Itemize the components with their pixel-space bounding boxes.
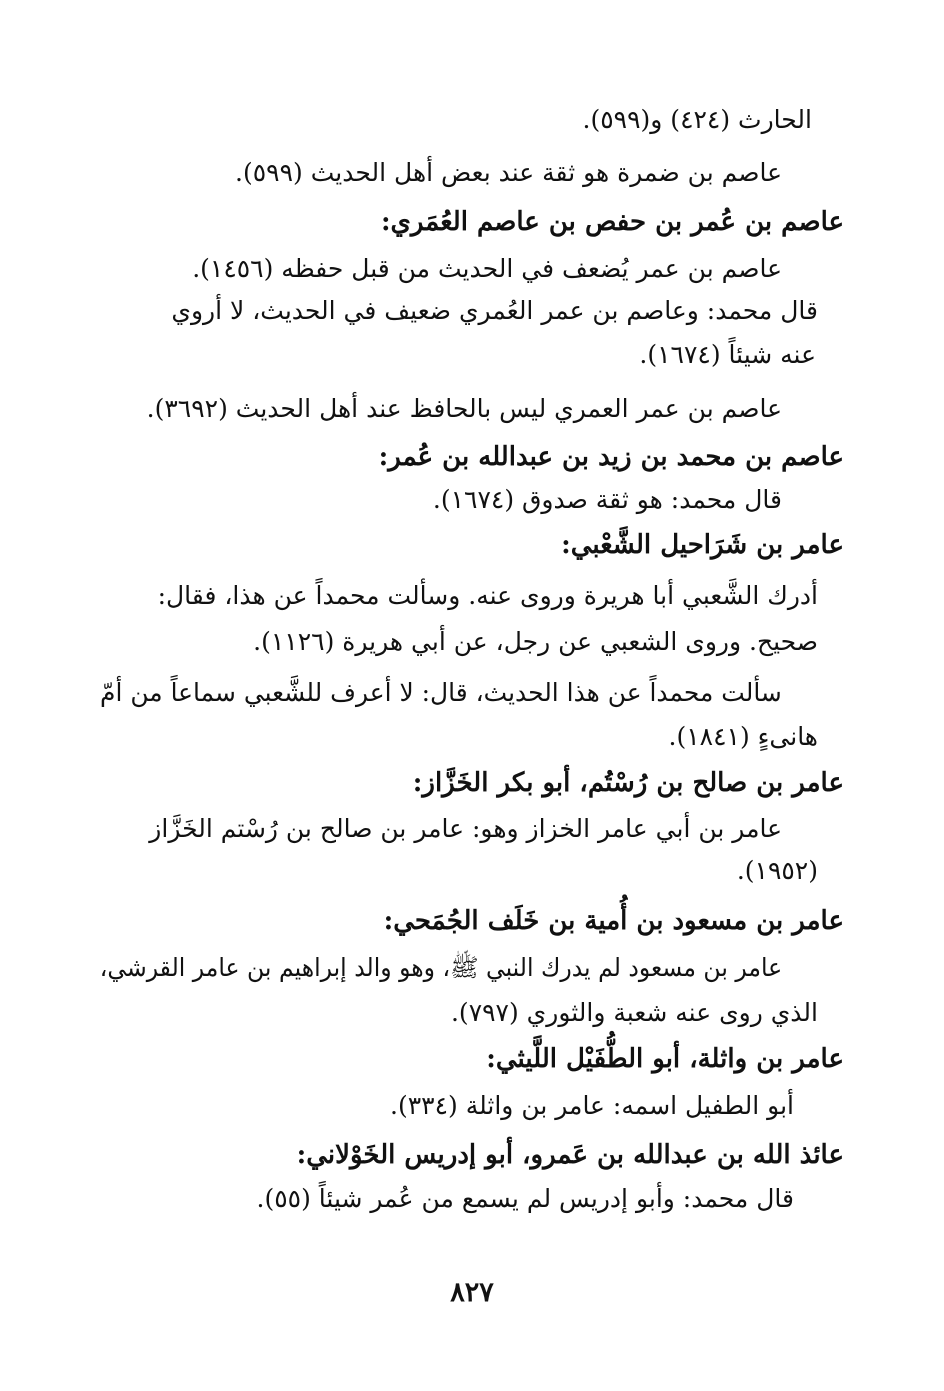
text-line: الحارث (٤٢٤) و(٥٩٩). <box>582 105 812 134</box>
text-line: عامر بن أبي عامر الخزاز وهو: عامر بن صالح بن رُسْتم الخَزَّاز <box>149 814 782 843</box>
text-line: أدرك الشَّعبي أبا هريرة وروى عنه. وسألت محمداً عن هذا، فقال: <box>157 581 818 610</box>
entry-heading: عامر بن شَرَاحيل الشَّعْبي: <box>561 530 844 560</box>
text-line: صحيح. وروى الشعبي عن رجل، عن أبي هريرة (١١٢٦). <box>253 627 818 656</box>
justified-line <box>126 294 818 328</box>
text-line: سألت محمداً عن هذا الحديث، قال: لا أعرف للشَّعبي سماعاً من أمّ <box>100 678 782 707</box>
text-line: عاصم بن عمر العمري ليس بالحافظ عند أهل الحديث (٣٦٩٢). <box>146 394 782 423</box>
text-line: عنه شيئاً (١٦٧٤). <box>639 340 816 369</box>
text-line: قال محمد: هو ثقة صدوق (١٦٧٤). <box>432 485 782 514</box>
entry-heading: عامر بن واثلة، أبو الطُّفَيْل اللَّيثي: <box>486 1044 844 1074</box>
text-line <box>126 294 818 328</box>
entry-heading: عامر بن صالح بن رُسْتُم، أبو بكر الخَزَّاز: <box>412 768 844 798</box>
entry-heading: عاصم بن محمد بن زيد بن عبدالله بن عُمر: <box>378 442 844 472</box>
text-line: عاصم بن ضمرة هو ثقة عند بعض أهل الحديث (٥٩٩). <box>235 158 782 187</box>
page-number: ٨٢٧ <box>450 1277 494 1308</box>
text-line: عاصم بن عمر يُضعف في الحديث من قبل حفظه (١٤٥٦). <box>192 254 782 283</box>
text-line-content: قال محمد: وعاصم بن عمر العُمري ضعيف في الحديث، لا أروي <box>171 296 818 325</box>
text-line: قال محمد: وأبو إدريس لم يسمع من عُمر شيئاً (٥٥). <box>256 1184 794 1213</box>
entry-heading: عامر بن مسعود بن أُمية بن خَلَف الجُمَحي: <box>383 906 844 936</box>
text-line: الذي روى عنه شعبة والثوري (٧٩٧). <box>450 998 818 1027</box>
text-line: هانىءٍ (١٨٤١). <box>668 722 818 751</box>
text-line: (١٩٥٢). <box>736 856 818 885</box>
entry-heading: عائذ الله بن عبدالله بن عَمرو، أبو إدريس الخَوْلاني: <box>296 1140 844 1170</box>
text-line: عامر بن مسعود لم يدرك النبي ﷺ، وهو والد إبراهيم بن عامر القرشي، <box>99 953 782 982</box>
entry-heading: عاصم بن عُمر بن حفص بن عاصم العُمَري: <box>380 207 844 237</box>
text-line: أبو الطفيل اسمه: عامر بن واثلة (٣٣٤). <box>390 1091 794 1120</box>
